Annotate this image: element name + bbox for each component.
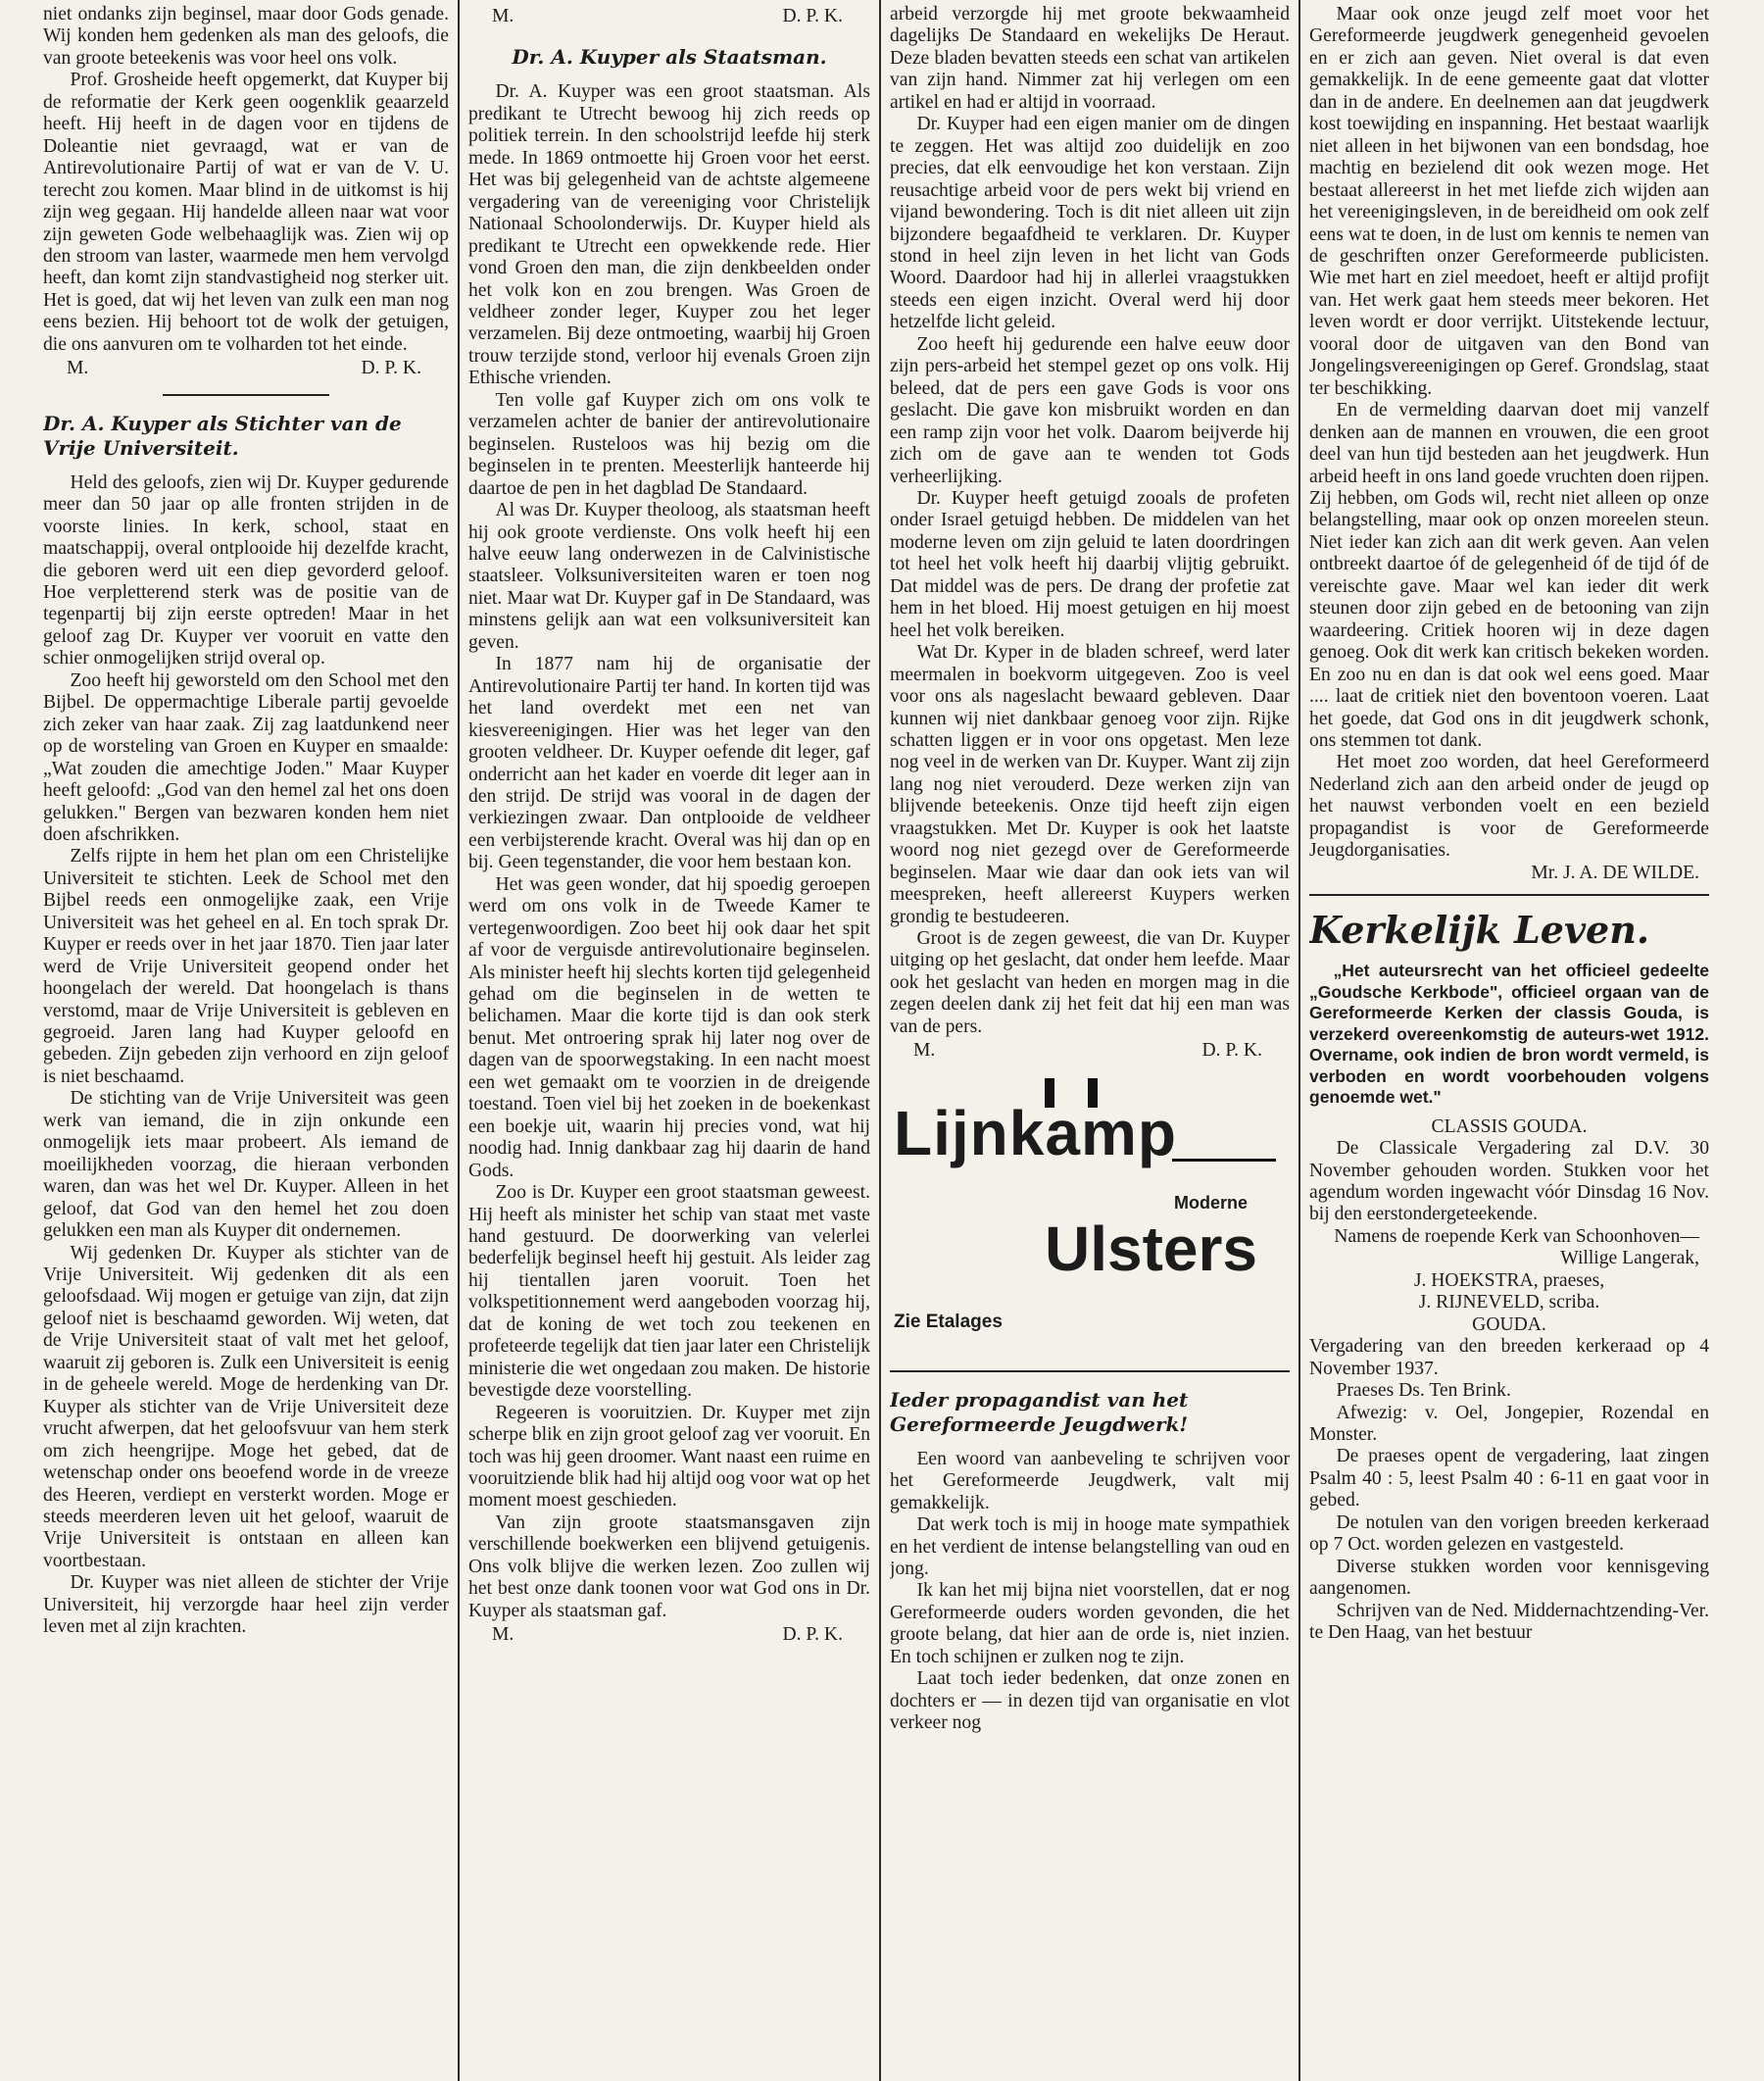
column-divider — [879, 0, 881, 2081]
paragraph: De praeses opent de vergadering, laat zingen Psalm 40 : 5, leest Psalm 40 : 6-11 en gaat voor in gebed. — [1309, 1446, 1709, 1511]
copyright-notice: „Het auteursrecht van het officieel gedeelte „Goudsche Kerkbode", officieel orgaan van de Gereformeerde Kerken der classis Gouda, is verzekerd overeenkomstig de auteurs-wet 1912. Overname, ook indien de bron wordt vermeld, is verboden en wordt voorbehouden volgens genoemde wet." — [1309, 961, 1709, 1108]
signature-author: D. P. K. — [1201, 1040, 1262, 1062]
section-heading: Kerkelijk Leven. — [1309, 908, 1650, 953]
paragraph: De notulen van den vorigen breeden kerkeraad op 7 Oct. worden gelezen en vastgesteld. — [1309, 1511, 1709, 1556]
paragraph: Wij gedenken Dr. Kuyper als stichter van de Vrije Universiteit. Wij gedenken dit als een geloofsdaad. Wij mogen er getuige van zijn, dat zijn geloof niet is beschaamd geworden. Wij weten, dat de Vrije Universiteit staat of valt met het geloof, waaruit zij geboren is. Zulk een Universiteit is eenig in de geheele wereld. Moge de herdenking van Dr. Kuyper als stichter van de Vrije Universiteit deze vrucht afwerpen, dat het geloofsvuur van hem sterk om zich heengrijpe. Moge het gebed, dat de wetenschap onder ons beoefend worde in de vreeze des Heeren, verdiept en versterkt worden. Moge er steeds meerderen leven uit het geloof, waaruit de Vrije Universiteit is ontstaan en alleen kan voortbestaan. — [43, 1242, 449, 1571]
signature-author: D. P. K. — [782, 1624, 843, 1646]
meeting-line: Vergadering van den breeden kerkeraad op 4 November 1937. — [1309, 1336, 1709, 1379]
paragraph: Namens de roepende Kerk van Schoonhoven—Willige Langerak, — [1334, 1225, 1699, 1269]
article-heading: Ieder propagandist van het Gereformeerde Jeugdwerk! — [890, 1387, 1189, 1436]
paragraph: Dr. Kuyper heeft getuigd zooals de profeten onder Israel getuigd hebben. De middelen van het moderne leven om zijn geluid te laten doordringen tot heel het volk heeft hij daarbij vlijtig gebruikt. Dat middel was de pers. De drang der profetie zat hem in het bloed. Hij moest getuigen en hij moest heel het volk bereiken. — [890, 487, 1290, 641]
signature-line — [890, 1038, 1290, 1064]
paragraph: Ten volle gaf Kuyper zich om ons volk te verzamelen achter de banier der antirevolutionaire beginselen. Rusteloos was hij bezig om die beginselen in te prenten. Meesterlijk hanteerde hij daartoe de pen in het dagblad De Standaard. — [468, 389, 870, 499]
paragraph: Dr. A. Kuyper was een groot staatsman. Als predikant te Utrecht bewoog hij zich reeds op politiek terrein. In den schoolstrijd leefde hij sterk mede. In 1869 ontmoette hij Groen voor het eerst. Het was bij gelegenheid van de achtste algemeene vergadering van de vereeniging voor Christelijk Nationaal Schoolonderwijs. Dr. Kuyper hield als predikant te Utrecht een opwekkende rede. Hier vond Groen den man, die zijn denkbeelden onder het volk kon en zou brengen. Was Groen de veldheer zonder leger, Kuyper zou het leger verzamelen. Bij deze ontmoeting, waarbij hij Groen trouw terzijde stond, verloor hij evenals Groen zijn Ethische vrienden. — [468, 81, 870, 389]
article-heading: Dr. A. Kuyper als Stichter van de Vrije Universiteit. — [43, 411, 402, 460]
paragraph: Zoo is Dr. Kuyper een groot staatsman geweest. Hij heeft als minister het schip van staat met vaste hand gestuurd. De doorwerking van velerlei bederfelijk beginsel heeft hij gestuit. Als leider zag hij tientallen jaren vooruit. Toen het volkspetitionnement werd aangeboden voorzag hij, dat de koning de wet toch zou teekenen en profeteerde tegelijk dat tien jaar later een Christelijk ministerie die wet ongedaan zou maken. De historie bevestigde deze voorstelling. — [468, 1182, 870, 1402]
paragraph: Wat Dr. Kyper in de bladen schreef, werd later meermalen in boekvorm uitgegeven. Zoo is veel voor ons als nageslacht bewaard gebleven. Daar kunnen wij niet dankbaar genoeg voor zijn. Rijke schatten liggen er in voor ons opgetast. Men leze nog veel in de werken van Dr. Kuyper. Want zij zijn lang nog niet verouderd. Deze werken zijn van blijvende beteekenis. Onze tijd heeft zijn eigen vraagstukken. Met Dr. Kuyper is ook het laatste woord nog niet gezegd over de Gereformeerde beginselen. Maar wie daar dan ook iets van wil meespreken, heeft allereerst Kuypers werken grondig te bestudeeren. — [890, 642, 1290, 927]
paragraph: Regeeren is vooruitzien. Dr. Kuyper met zijn scherpe blik en zijn groot geloof zag ver vooruit. En toch was hij geen droomer. Want naast een ruime en vooruitziende blik had hij altijd oog voor wat op het moment moest geschieden. — [468, 1402, 870, 1511]
paragraph: De Classicale Vergadering zal D.V. 30 November gehouden worden. Stukken voor het agendum worden ingewacht vóór Dinsdag 16 Nov. bij den eerstondergeteekende. — [1309, 1138, 1709, 1225]
article-continuation: arbeid verzorgde hij met groote bekwaamheid dagelijks De Standaard en wekelijks De Heraut. Deze bladen bevatten steeds een schat van artikelen van zijn hand. Nimmer zat hij verlegen om een artikel en had er altijd in voorraad. — [890, 4, 1290, 113]
ad-product: Ulsters — [1045, 1213, 1257, 1284]
paragraph: Zoo heeft hij gedurende een halve eeuw door zijn pers-arbeid het stempel gezet op ons volk. Hij beleed, dat de pers een gave Gods is voor ons geslacht. Die gave kon misbruikt worden en dan een ramp zijn voor het volk. Daarom beijverde hij zich om de gave aan te wenden tot Gods verheerlijking. — [890, 333, 1290, 487]
column-divider — [1298, 0, 1300, 2081]
section-rule — [163, 394, 329, 396]
paragraph: In 1877 nam hij de organisatie der Antirevolutionaire Partij ter hand. In korten tijd was het land overdekt met een net van kiesvereenigingen. Hier was het leger van den grooten veldheer. Dr. Kuyper oefende dit leger, gaf onderricht aan het kader en voerde dit leger aan in den strijd. De strijd was vooral in de dagen der verkiezingen zwaar. Dan ontplooide de veldheer een verbijsterende kracht. Overal was hij dan op en bij. Geen tegenstander, die voor hem bestaan kon. — [468, 654, 870, 873]
paragraph: Held des geloofs, zien wij Dr. Kuyper gedurende meer dan 50 jaar op alle fronten strijden in de voorste linies. In kerk, school, staat en maatschappij, overal ontplooide hij dezelfde kracht, die geboren werd uit een diep gevorderd geloof. Hoe verpletterend sterk was de positie van de tegenpartij bij zijn eerste optreden! Maar in het geloof zag Dr. Kuyper ver vooruit en vatte den schier onmogelijken strijd overal op. — [43, 471, 449, 669]
column-2 — [468, 4, 870, 2072]
signature-line — [468, 1622, 870, 1648]
advertisement-lijnkamp — [890, 1076, 1290, 1372]
signer: J. HOEKSTRA, praeses, — [1413, 1269, 1605, 1291]
paragraph: Van zijn groote staatsmansgaven zijn verschillende boekwerken een blijvend getuigenis. Ons volk blijve die werken lezen. Zoo zullen wij het best onze dank toonen voor wat God ons in Dr. Kuyper als staatsman gaf. — [468, 1511, 870, 1621]
signature-line — [43, 356, 449, 381]
paragraph: Groot is de zegen geweest, die van Dr. Kuyper uitging op het geslacht, dat onder hem leefde. Maar ook het geslacht van heden en morgen mag in die zegen deelen dank zij het feit dat hij een man was van de pers. — [890, 928, 1290, 1037]
signature-author: D. P. K. — [782, 6, 843, 26]
paragraph: Het was geen wonder, dat hij spoedig geroepen werd om ons volk in de Tweede Kamer te vertegenwoordigen. Zoo beet hij ook daar het spit af voor de verguisde antirevolutionaire beginselen. Als minister heeft hij slechts korten tijd gelegenheid gehad om die beginselen in de wetten te belichamen. Maar die korte tijd is dan ook sterk benut. Met ontroering sprak hij later nog over de dagen van de spoorwegstaking. In een nacht moest een wet gemaakt om te voorzien in de dreigende toestand. Toen viel bij het zoeken in de boekenkast een boekje uit, waarin hij precies vond, wat hij noodig had. Innig dankbaar zag hij daarin de hand Gods. — [468, 873, 870, 1181]
paragraph: En de vermelding daarvan doet mij vanzelf denken aan de mannen en vrouwen, die een groot deel van hun tijd besteden aan het jeugdwerk. Hun arbeid heeft in ons land goede vruchten doen rijpen. Zij hebben, om Gods wil, recht niet alleen op onze belangstelling, maar ook op onzen moreelen steun. Niet ieder kan zich aan dit werk geven. Aan velen ontbreekt daartoe óf de gelegenheid óf de tijd óf de vereischte gave. Maar wel kan ieder dit werk steunen door zijn gebed en de betooning van zijn waardeering. Critiek hooren wij in deze dagen genoeg. Ook dit werk kan critisch bekeken worden. En zoo nu en dan is dat ook wel eens goed. Maar .... laat de critiek niet den boventoon voeren. Laat het goede, dat God ons in dit jeugdwerk schonk, ons stemmen tot dank. — [1309, 400, 1709, 751]
paragraph: Het moet zoo worden, dat heel Gereformeerd Nederland zich aan den arbeid onder de jeugd op het nauwst verbonden voelt en een bezield propagandist is voor de Gereformeerde Jeugdorganisaties. — [1309, 752, 1709, 862]
paragraph: Prof. Grosheide heeft opgemerkt, dat Kuyper bij de reformatie der Kerk geen oogenklik geaarzeld heeft. Hij heeft in de dagen voor en tijdens de Doleantie niet gevraagd, wat er van de Antirevolutionaire Partij of wat er van de V. U. terecht zou komen. Maar blind in de uitkomst is hij zijn weg gegaan. Hij handelde alleen naar wat voor zijn geweten Gode welbehaaglijk was. Zien wij op den stroom van laster, waarmede men hem vervolgd heeft, dan komt zijn standvastigheid nog sterker uit. Het is goed, dat wij het leven van zulk een man nog eens bezien. Hij behoort tot de wolk der getuigen, die ons aanvuren om te volharden tot het einde. — [43, 70, 449, 355]
paragraph: Zelfs rijpte in hem het plan om een Christelijke Universiteit te stichten. Leek de School met den Bijbel reeds een onmogelijke zaak, een Vrije Universiteit was het geheel en al. En toch sprak Dr. Kuyper er reeds over in het jaar 1870. Tien jaar later werd de Vrije Universiteit geopend onder het hoongelach der wereld. Dat hoongelach is thans verstomd, maar de Vrije Universiteit is gebleven en gegroeid. Jaren lang had Kuyper geloofd en gebeden. Zijn gebeden zijn verhoord en zijn geloof is niet beschaamd. — [43, 846, 449, 1087]
paragraph: Laat toch ieder bedenken, dat onze zonen en dochters er — in dezen tijd van organisatie en vlot verkeer nog — [890, 1668, 1290, 1734]
paragraph: De stichting van de Vrije Universiteit was geen werk van iemand, die in zijn onkunde een onmogelijk iets maar probeert. Als iemand de moeilijkheden voorzag, die hieraan verbonden waren, dan was het wel Dr. Kuyper. Alleen in het geloof, dat God van den hemel het zou doen gelukken een man als Kuyper dit ondernemen. — [43, 1088, 449, 1242]
paragraph: Schrijven van de Ned. Middernachtzending-Ver. te Den Haag, van het bestuur — [1309, 1600, 1709, 1644]
column-divider — [458, 0, 460, 2081]
paragraph: Al was Dr. Kuyper theoloog, als staatsman heeft hij ook groote verdienste. Ons volk heeft hij een halve eeuw lang onderwezen in de Calvinistische staatsleer. Volksuniversiteiten waren er toen nog niet. Maar wat Dr. Kuyper gaf in De Standaard, was minstens gelijk aan wat een volksuniversiteit kan geven. — [468, 500, 870, 653]
paragraph: Afwezig: v. Oel, Jongepier, Rozendal en Monster. — [1309, 1402, 1709, 1445]
paragraph: Diverse stukken worden voor kennisgeving aangenomen. — [1309, 1556, 1709, 1600]
paragraph: Dr. Kuyper was niet alleen de stichter der Vrije Universiteit, hij verzorgde haar heel zijn verder leven met al zijn krachten. — [43, 1572, 449, 1638]
signature-initial: M. — [913, 1040, 936, 1062]
signature-initial: M. — [492, 1624, 514, 1646]
ad-underline — [1172, 1159, 1276, 1162]
ad-subtitle: Moderne — [1174, 1192, 1249, 1213]
paragraph: Dr. Kuyper had een eigen manier om de dingen te zeggen. Het was altijd zoo duidelijk en zoo precies, dat elk eenvoudige het kon verstaan. Zijn reusachtige arbeid voor de pers wekt bij vriend en vijand bewondering. Toch is dit niet alleen uit zijn bijzondere begaafdheid te verklaren. Dr. Kuyper stond in heel zijn leven in het licht van Gods Woord. Daardoor had hij in allerlei vraagstukken steeds een eigen inzicht. Overal werd hij door hetzelfde licht geleid. — [890, 114, 1290, 333]
signature-author: D. P. K. — [361, 358, 421, 379]
article-continuation: niet ondanks zijn beginsel, maar door Gods genade. Wij konden hem gedenken als man des geloofs, die van groote beteekenis was voor heel ons volk. — [43, 4, 449, 69]
article-heading: Dr. A. Kuyper als Staatsman. — [512, 45, 827, 70]
article-continuation: Maar ook onze jeugd zelf moet voor het Gereformeerde jeugdwerk genegenheid gevoelen en er zich aan geven. Niet overal is dat even gemakkelijk. In de eene gemeente gaat dat vlotter dan in de andere. En deelnemen aan dat jeugdwerk kost toewijding en inspanning. Het bestaat waarlijk niet alleen in het bijwonen van een bondsdag, hoe machtig en bezielend dit ook wezen moge. Het bestaat allereerst in het met liefde zich wijden aan het vereenigingsleven, in de bereidheid om ook zelf eens wat te doen, in de lust om kennis te nemen van de geschriften onzer Gereformeerde publicisten. Wie met hart en ziel meedoet, heeft er altijd profijt van. Het werk gaat hem steeds meer bekoren. Het leven wordt er door verrijkt. Uitstekende lectuur, vooral door de uitgaven van den Bond van Jongelingsvereenigingen op Geref. Grondslag, staat ter beschikking. — [1309, 4, 1709, 399]
signature-line — [468, 4, 870, 29]
paragraph: Zoo heeft hij geworsteld om den School met den Bijbel. De oppermachtige Liberale partij gevoelde zich zeker van haar zaak. Zij zag laatdunkend neer op de worsteling van Groen en Kuyper en smaalde: „Wat zouden die amechtige Joden." Maar Kuyper heeft geloofd: „God van den hemel zal het ons doen gelukken." Bergen van bezwaren konden hem niet doen afschrikken. — [43, 669, 449, 845]
paragraph: Een woord van aanbeveling te schrijven voor het Gereformeerde Jeugdwerk, valt mij gemakkelijk. — [890, 1448, 1290, 1513]
paragraph: Ik kan het mij bijna niet voorstellen, dat er nog Gereformeerde ouders worden gevonden, die het groote belang, dat hier aan de orde is, niet inzien. En toch schijnen er zulken nog te zijn. — [890, 1580, 1290, 1667]
ad-call-to-action: Zie Etalages — [894, 1311, 1003, 1332]
column-4 — [1309, 4, 1709, 2072]
signature-initial: M. — [67, 358, 89, 379]
section-rule — [1309, 894, 1709, 896]
ad-brand-name: Lijnkamp — [894, 1097, 1177, 1168]
signature-initial: M. — [492, 6, 514, 26]
paragraph: Dat werk toch is mij in hooge mate sympathiek en het verdient de intense belangstelling van oud en jong. — [890, 1514, 1290, 1580]
signer: J. RIJNEVELD, scriba. — [1418, 1292, 1600, 1313]
column-1 — [43, 4, 449, 2072]
subheading: GOUDA. — [1472, 1313, 1546, 1335]
subheading: CLASSIS GOUDA. — [1431, 1115, 1588, 1137]
paragraph: Praeses Ds. Ten Brink. — [1336, 1380, 1511, 1402]
article-signature: Mr. J. A. DE WILDE. — [1531, 862, 1699, 883]
column-3 — [890, 4, 1290, 2072]
